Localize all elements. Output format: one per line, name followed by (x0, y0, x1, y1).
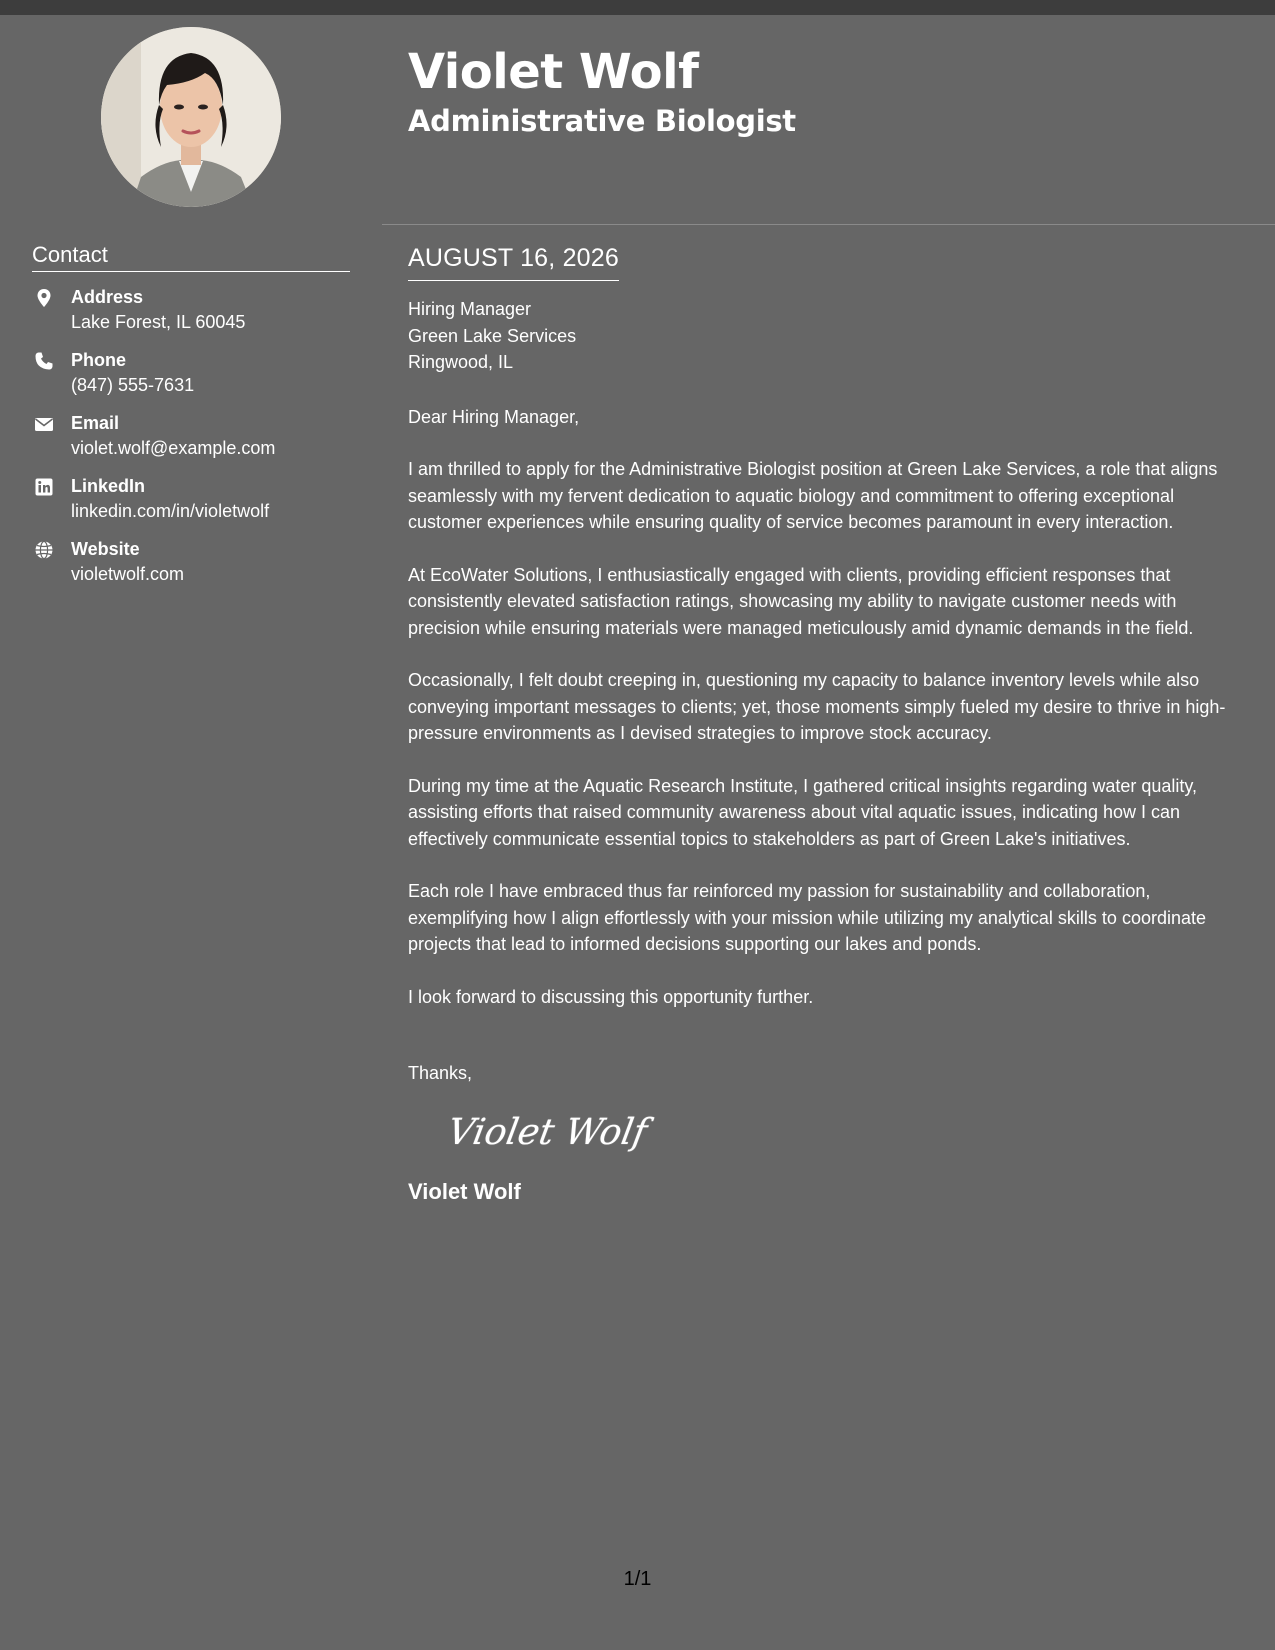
linkedin-value[interactable]: linkedin.com/in/violetwolf (71, 501, 270, 521)
paragraph: I am thrilled to apply for the Administrative Biologist position at Green Lake Services, a role that aligns seamlessly with my fervent dedication to aquatic biology and commitment to offering exceptional customer experiences while ensuring quality of service becomes paramount in every interaction. (408, 459, 1218, 532)
contact-phone (32, 348, 352, 411)
header-divider (382, 224, 1275, 225)
recipient-name: Hiring Manager (408, 299, 532, 319)
website-value[interactable]: violetwolf.com (71, 564, 185, 584)
salutation: Dear Hiring Manager, (408, 406, 580, 427)
paragraph: I look forward to discussing this opportunity further. (408, 986, 814, 1007)
website-label: Website (71, 539, 140, 559)
paragraph: Each role I have embraced thus far reinforced my passion for sustainability and collaboration, exemplifying how I align effortlessly with your mission while utilizing my analytical skills to coordinate projects that lead to informed decisions supporting our lakes and ponds. (408, 881, 1207, 954)
contact-list (32, 285, 352, 600)
globe-icon (34, 540, 54, 560)
closing: Thanks, (408, 1063, 473, 1083)
profile-photo (101, 27, 281, 207)
phone-value: (847) 555-7631 (71, 375, 195, 395)
map-pin-icon (34, 288, 54, 308)
contact-heading: Contact (32, 240, 350, 272)
recipient-location: Ringwood, IL (408, 352, 514, 372)
letter-date: AUGUST 16, 2026 (408, 240, 619, 281)
address-value: Lake Forest, IL 60045 (71, 312, 246, 332)
applicant-name: Violet Wolf (408, 44, 699, 100)
email-label: Email (71, 413, 120, 433)
linkedin-icon (34, 477, 54, 497)
page-indicator: 1/1 (623, 1568, 652, 1590)
top-bar (0, 0, 1275, 15)
envelope-icon (34, 414, 54, 434)
contact-linkedin (32, 474, 352, 537)
phone-icon (34, 351, 54, 371)
contact-email (32, 411, 352, 474)
letter-body (408, 240, 1238, 1207)
recipient-block (408, 296, 1238, 376)
signer-name: Violet Wolf (408, 1178, 521, 1204)
phone-label: Phone (71, 350, 127, 370)
email-value[interactable]: violet.wolf@example.com (71, 438, 276, 458)
address-label: Address (71, 287, 144, 307)
linkedin-label: LinkedIn (71, 476, 146, 496)
paragraph: During my time at the Aquatic Research Institute, I gathered critical insights regarding water quality, assisting efforts that raised community awareness about vital aquatic issues, indicating how I can effectively communicate essential topics to stakeholders as part of Green Lake's initiatives. (408, 775, 1198, 849)
contact-address (32, 285, 352, 348)
paragraph: Occasionally, I felt doubt creeping in, questioning my capacity to balance inventory levels while also conveying important messages to clients; yet, those moments simply fueled my desire to thrive in high-pressure environments as I devised strategies to improve stock accuracy. (408, 670, 1226, 743)
paragraph: At EcoWater Solutions, I enthusiastically engaged with clients, providing efficient responses that consistently elevated satisfaction ratings, showcasing my ability to navigate customer needs with precision while ensuring materials were managed meticulously amid dynamic demands in the field. (408, 564, 1194, 638)
recipient-company: Green Lake Services (408, 325, 577, 346)
contact-website (32, 537, 352, 600)
handwritten-signature: Violet Wolf (444, 1111, 651, 1153)
job-title: Administrative Biologist (408, 104, 796, 138)
